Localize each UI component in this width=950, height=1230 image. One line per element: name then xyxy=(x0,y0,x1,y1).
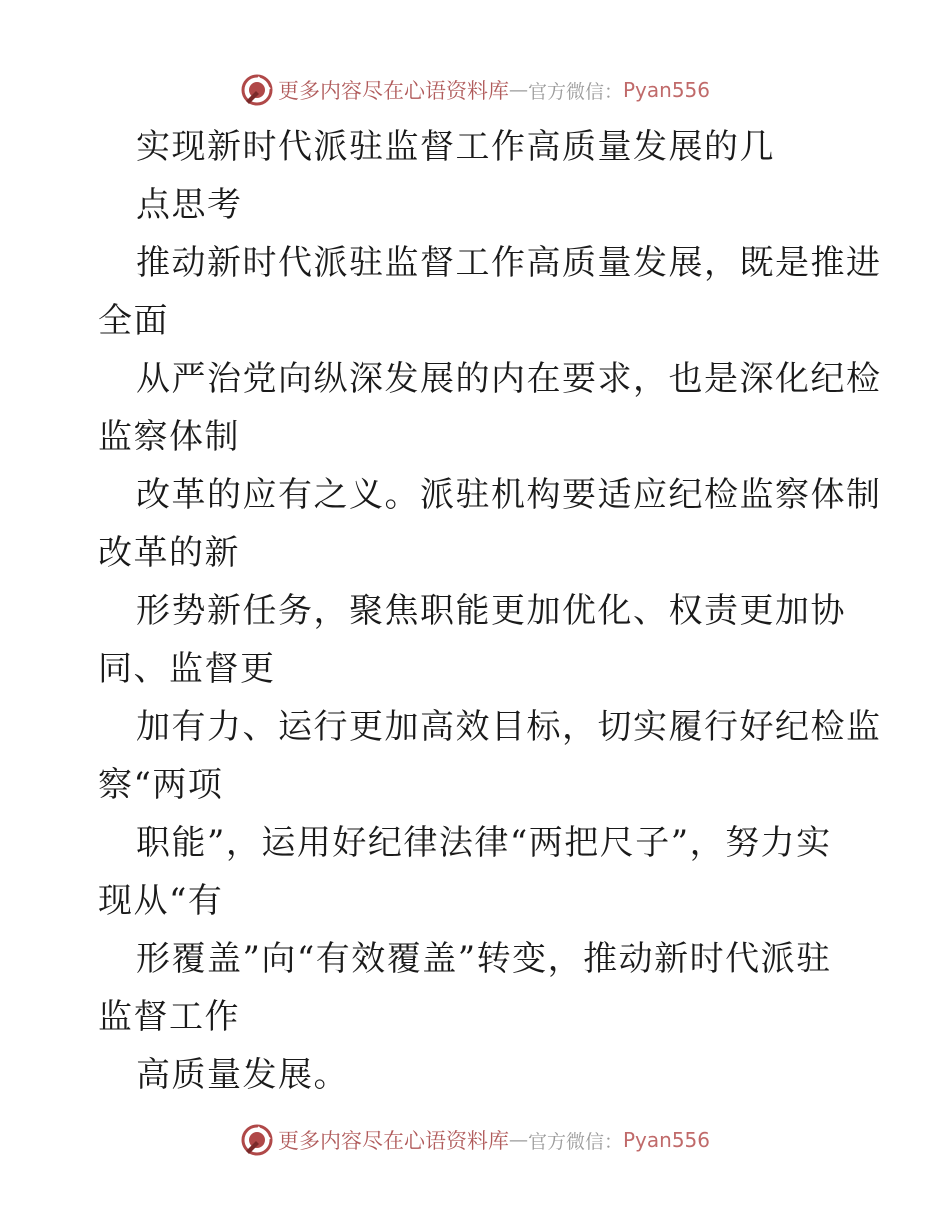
document-title-line-1: 实现新时代派驻监督工作高质量发展的几 xyxy=(136,127,775,167)
paragraph-line: 现从“有 xyxy=(98,881,224,921)
watermark-label: 官方微信： xyxy=(527,80,623,103)
watermark-separator: — xyxy=(508,79,528,101)
paragraph-line: 形势新任务，聚焦职能更加优化、权责更加协 xyxy=(136,591,846,631)
paragraph-line: 改革的应有之义。派驻机构要适应纪检监察体制 xyxy=(136,475,882,515)
paragraph-line: 全面 xyxy=(98,301,169,341)
paragraph-line: 从严治党向纵深发展的内在要求，也是深化纪检 xyxy=(136,359,882,399)
paragraph-line: 形覆盖”向“有效覆盖”转变，推动新时代派驻 xyxy=(136,939,832,979)
watermark-label: 官方微信： xyxy=(527,1130,623,1153)
header-watermark xyxy=(0,70,950,110)
pen-logo-icon xyxy=(240,1123,274,1157)
paragraph-line: 同、监督更 xyxy=(98,649,276,689)
footer-watermark xyxy=(0,1120,950,1160)
paragraph-line: 监察体制 xyxy=(98,417,240,457)
paragraph-line: 监督工作 xyxy=(98,997,240,1037)
watermark-main-text: 更多内容尽在心语资料库 xyxy=(277,1129,509,1153)
watermark-wechat-id: Pyan556 xyxy=(623,78,711,102)
document-title-line-2: 点思考 xyxy=(136,185,243,225)
watermark-separator: — xyxy=(508,1129,528,1151)
paragraph-line: 改革的新 xyxy=(98,533,240,573)
watermark-main-text: 更多内容尽在心语资料库 xyxy=(277,79,509,103)
paragraph-line: 推动新时代派驻监督工作高质量发展，既是推进 xyxy=(136,243,882,283)
watermark-wechat-id: Pyan556 xyxy=(623,1128,711,1152)
paragraph-line: 高质量发展。 xyxy=(136,1055,349,1095)
paragraph-line: 加有力、运行更加高效目标，切实履行好纪检监 xyxy=(136,707,882,747)
paragraph-line: 察“两项 xyxy=(98,765,224,805)
pen-logo-icon xyxy=(240,73,274,107)
paragraph-line: 职能”，运用好纪律法律“两把尺子”，努力实 xyxy=(136,823,832,863)
